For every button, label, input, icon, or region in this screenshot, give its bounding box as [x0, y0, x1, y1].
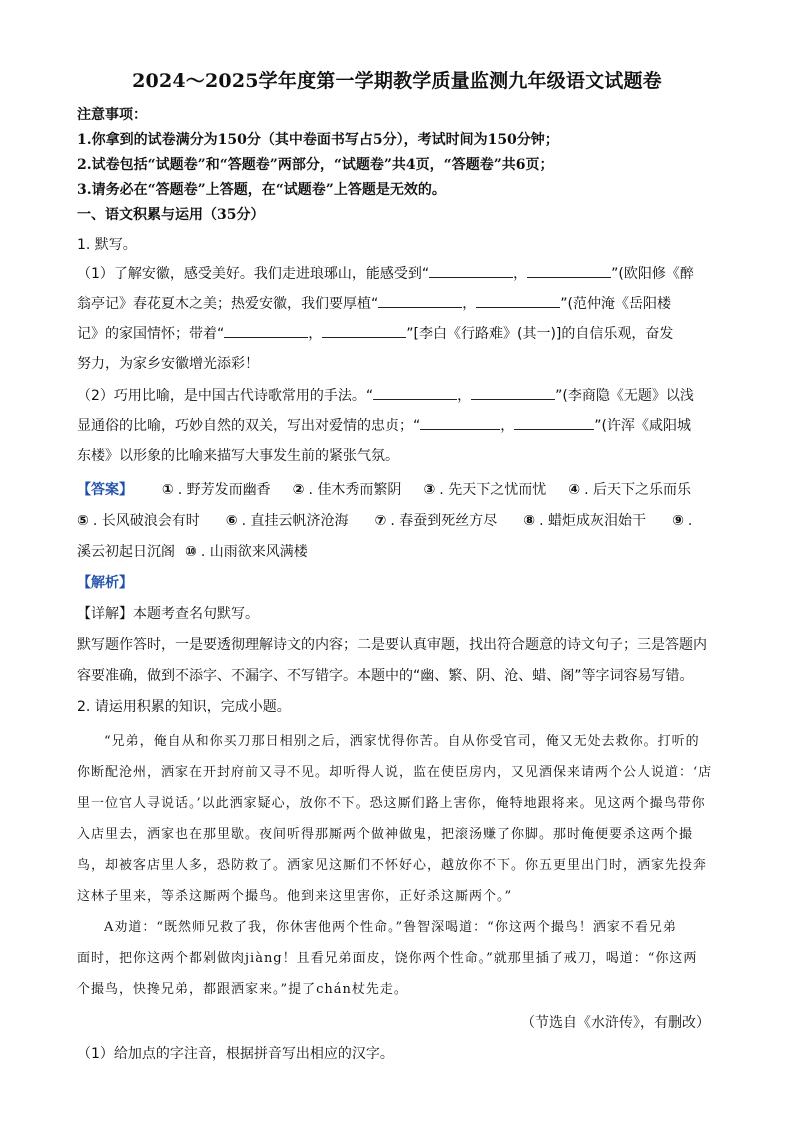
q1-part1-line4: 努力，为家乡安徽增光添彩！ [77, 356, 259, 372]
answer-item: ⑧ . 蜡炬成灰泪始干 [523, 513, 647, 529]
answer-item: ⑨ . [672, 513, 693, 529]
analysis-line-1: 默写题作答时，一是要透彻理解诗文的内容；二是要认真审题，找出符合题意的诗文句子；三是答题内 [77, 637, 707, 653]
q1-part2-line3: 东楼》以形象的比喻来描写大事发生前的紧张气氛。 [77, 448, 399, 464]
passage-line: “兄弟，俺自从和你买刀那日相别之后，洒家忧得你苦。自从你受官司，俺又无处去救你。打听的 [104, 734, 700, 749]
text-segment: ， [462, 296, 477, 312]
text-segment: ， [457, 388, 472, 404]
answer-item: ① . 野芳发而幽香 [161, 482, 271, 498]
section-heading: 一、语文积累与运用（35分） [77, 207, 265, 223]
answer-row-3 [77, 541, 330, 561]
text-segment: ”(范仲淹《岳阳楼 [560, 296, 671, 312]
passage-line: 鸟，却被客店里人多，恐防救了。洒家见这厮们不怀好心，越放你不下。你五更里出门时，洒家先投奔 [77, 858, 708, 873]
q1-part2-line1 [77, 385, 694, 405]
text-segment: 显通俗的比喻，巧妙自然的双关，写出对爱情的忠贞；“ [77, 418, 421, 434]
question-1-label: 1. 默写。 [77, 237, 137, 253]
answer-blank[interactable] [420, 417, 500, 430]
text-segment: ， [500, 418, 515, 434]
q1-part1-line2 [77, 293, 671, 313]
text-segment: （2）巧用比喻，是中国古代诗歌常用的手法。“ [77, 388, 374, 404]
passage-line: 你断配沧州，洒家在开封府前又寻不见。却听得人说，监在使臣房内，又见酒保来请两个公人说道：‘店 [77, 765, 713, 780]
answer-blank[interactable] [514, 417, 594, 430]
answer-blank[interactable] [373, 387, 457, 400]
page-title: 2024～2025学年度第一学期教学质量监测九年级语文试题卷 [132, 70, 662, 92]
passage-line: 里一位官人寻说话。’以此洒家疑心，放你不下。恐这厮们路上害你，俺特地跟将来。见这两个撮鸟带你 [77, 796, 706, 811]
text-segment: ”[李白《行路难》(其一)]的自信乐观，奋发 [406, 326, 674, 342]
text-segment: ”(许浑《咸阳城 [594, 418, 691, 434]
passage-source: （节选自《水浒传》，有删改） [521, 1015, 710, 1031]
answer-item: ⑥ . 直挂云帆济沧海 [225, 513, 349, 529]
answer-tag: 【答案】 [77, 482, 133, 498]
analysis-tag: 【解析】 [77, 575, 133, 591]
answer-blank[interactable] [322, 325, 406, 338]
answer-blank[interactable] [471, 387, 555, 400]
answer-blank[interactable] [527, 265, 611, 278]
answer-item: ② . 佳木秀而繁阴 [292, 482, 402, 498]
answer-item: 溪云初起日沉阁 [77, 544, 175, 560]
analysis-detail: 【详解】本题考查名句默写。 [77, 606, 259, 622]
passage-line: 个撮鸟，快搀兄弟，都跟洒家来。”提了chán杖先走。 [77, 982, 408, 997]
answer-item: ⑦ . 春蚕到死丝方尽 [374, 513, 498, 529]
passage-line: A劝道：“既然师兄救了我，你休害他两个性命。”鲁智深喝道：“你这两个撮鸟！洒家不看兄弟 [104, 920, 677, 935]
answer-row-1 [77, 479, 691, 499]
answer-item: ⑩ . 山雨欲来风满楼 [185, 544, 308, 560]
answer-blank[interactable] [476, 295, 560, 308]
text-segment: 翁亭记》春花夏木之美；热爱安徽，我们要厚植“ [77, 296, 379, 312]
answer-blank[interactable] [224, 325, 308, 338]
text-segment: ， [308, 326, 323, 342]
analysis-line-2: 容要准确，做到不添字、不漏字、不写错字。本题中的“幽、繁、阴、沧、蜡、阁”等字词容易写错。 [77, 668, 694, 684]
answer-blank[interactable] [429, 265, 513, 278]
q1-part2-line2 [77, 415, 691, 435]
q1-part1-line3 [77, 323, 673, 343]
answer-item: ③ . 先天下之忧而忧 [423, 482, 547, 498]
passage-line: 入店里去，洒家也在那里歇。夜间听得那厮两个做神做鬼，把滚汤赚了你脚。那时俺便要杀这两个撮 [77, 827, 694, 842]
text-segment: ， [513, 266, 528, 282]
question-2-label: 2. 请运用积累的知识，完成小题。 [77, 699, 291, 715]
text-segment: ”(欧阳修《醉 [611, 266, 694, 282]
passage-line: 面时，把你这两个都剁做肉jiàng！且看兄弟面皮，饶你两个性命。”就那里插了戒刀，喝道：“你这两 [77, 951, 698, 966]
answer-row-2 [77, 510, 692, 530]
text-segment: ”(李商隐《无题》以浅 [555, 388, 694, 404]
q1-part1-line1 [77, 263, 694, 283]
answer-item: ⑤ . 长风破浪会有时 [77, 513, 200, 529]
sub-question-1: （1）给加点的字注音，根据拼音写出相应的汉字。 [77, 1046, 394, 1062]
answer-blank[interactable] [378, 295, 462, 308]
notes-heading: 注意事项： [77, 107, 147, 123]
note-3: 3.请务必在“答题卷”上答题，在“试题卷”上答题是无效的。 [77, 182, 446, 198]
text-segment: 记》的家国情怀；带着“ [77, 326, 225, 342]
note-2: 2.试卷包括“试题卷”和“答题卷”两部分，“试题卷”共4页，“答题卷”共6页； [77, 157, 554, 173]
passage-line: 这林子里来，等杀这厮两个撮鸟。他到来这里害你，正好杀这厮两个。” [77, 889, 513, 904]
answer-item: ④ . 后天下之乐而乐 [568, 482, 691, 498]
text-segment: （1）了解安徽，感受美好。我们走进琅琊山，能感受到“ [77, 266, 430, 282]
note-1: 1.你拿到的试卷满分为150分（其中卷面书写占5分），考试时间为150分钟； [77, 132, 559, 148]
